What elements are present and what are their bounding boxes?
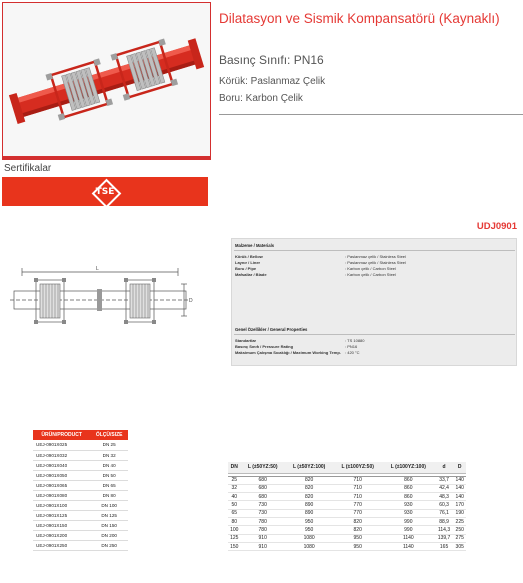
material-row: Boru / Pipe : Karbon çelik / Carbon Steel [235,266,396,271]
table-row: UEJ-0901X032 DN 32 [33,450,128,460]
col-l1: L (±50YZ:50) [241,462,285,473]
product-title: Dilatasyon ve Sismik Kompansatörü (Kaynaklı) [219,11,500,26]
technical-drawing-svg [0,262,200,340]
property-row: Maksimum Çalışma Sıcaklığı / Maximum Working Temp. : 420 °C [235,350,360,355]
product-table [33,430,128,551]
table-row: UEJ-0901X200 DN 200 [33,530,128,540]
product-table-header [33,430,128,440]
table-row: 25 680 820 710 860 33,7 140 [228,476,466,484]
table-row: UEJ-0901X025 DN 25 [33,440,128,450]
table-row: 100 780 950 820 990 114,3 250 [228,526,466,534]
table-row: UEJ-0901X050 DN 50 [33,470,128,480]
table-row: UEJ-0901X150 DN 150 [33,520,128,530]
table-row: 150 910 1080 950 1140 165 305 [228,542,466,550]
pressure-class: Basınç Sınıfı: PN16 [219,53,324,67]
table-row: 65 730 890 770 930 76,1 190 [228,509,466,517]
certificates-bar [2,177,208,206]
col-big-d: D [453,462,466,473]
table-row: UEJ-0901X065 DN 65 [33,480,128,490]
dimensions-table-header [228,462,466,473]
materials-separator [234,250,515,251]
table-row: UEJ-0901X080 DN 80 [33,490,128,500]
material-row: Körük / Bellow : Paslanmaz çelik / Stainless Steel [235,254,406,259]
product-image [2,2,211,157]
compensator-illustration [3,3,210,156]
product-code: UDJ0901 [476,221,517,232]
general-properties-heading: Genel Özellikler / General Properties [235,327,308,332]
tse-logo-icon: TSE [93,180,117,204]
col-size: ÖLÇÜ/SIZE [90,430,128,440]
table-row: UEJ-0901X100 DN 100 [33,500,128,510]
table-row: UEJ-0901X125 DN 125 [33,510,128,520]
col-l2: L (±50YZ:100) [285,462,334,473]
table-row: 50 730 890 770 930 60,3 170 [228,501,466,509]
certificates-label: Sertifikalar [4,163,52,174]
dimensions-table-body [228,473,466,551]
property-row: Standartlar : TS 10880 [235,338,365,343]
pipe-material: Boru: Karbon Çelik [219,93,303,104]
general-separator [234,334,515,335]
length-label: L [96,266,99,272]
table-row: UEJ-0901X250 DN 250 [33,540,128,550]
image-underline [2,157,211,160]
property-row: Basınç Sınıfı / Pressure Rating : PN16 [235,344,358,349]
materials-panel [231,238,517,366]
bellows-material: Körük: Paslanmaz Çelik [219,76,326,87]
col-dn: DN [228,462,241,473]
diameter-label: D [189,298,193,304]
table-row: 32 680 820 710 860 42,4 140 [228,484,466,492]
dimensions-table [228,462,466,551]
col-l3: L (±100YZ:50) [333,462,382,473]
col-product: ÜRÜN/PRODUCT [33,430,90,440]
technical-drawing [0,262,200,340]
table-row: 40 680 820 710 860 48,3 140 [228,493,466,501]
table-row: UEJ-0901X040 DN 40 [33,460,128,470]
col-small-d: d [435,462,454,473]
table-row: 125 910 1080 950 1140 139,7 275 [228,534,466,542]
table-row: 80 780 950 820 990 88,9 225 [228,517,466,525]
col-l4: L (±100YZ:100) [382,462,435,473]
material-row: Laynır / Liner : Paslanmaz çelik / Stainless Steel [235,260,406,265]
material-row: Mafsallar / Blade : Karbon çelik / Carbon Steel [235,272,396,277]
header-divider [219,114,523,115]
materials-heading: Malzeme / Materials [235,243,275,248]
